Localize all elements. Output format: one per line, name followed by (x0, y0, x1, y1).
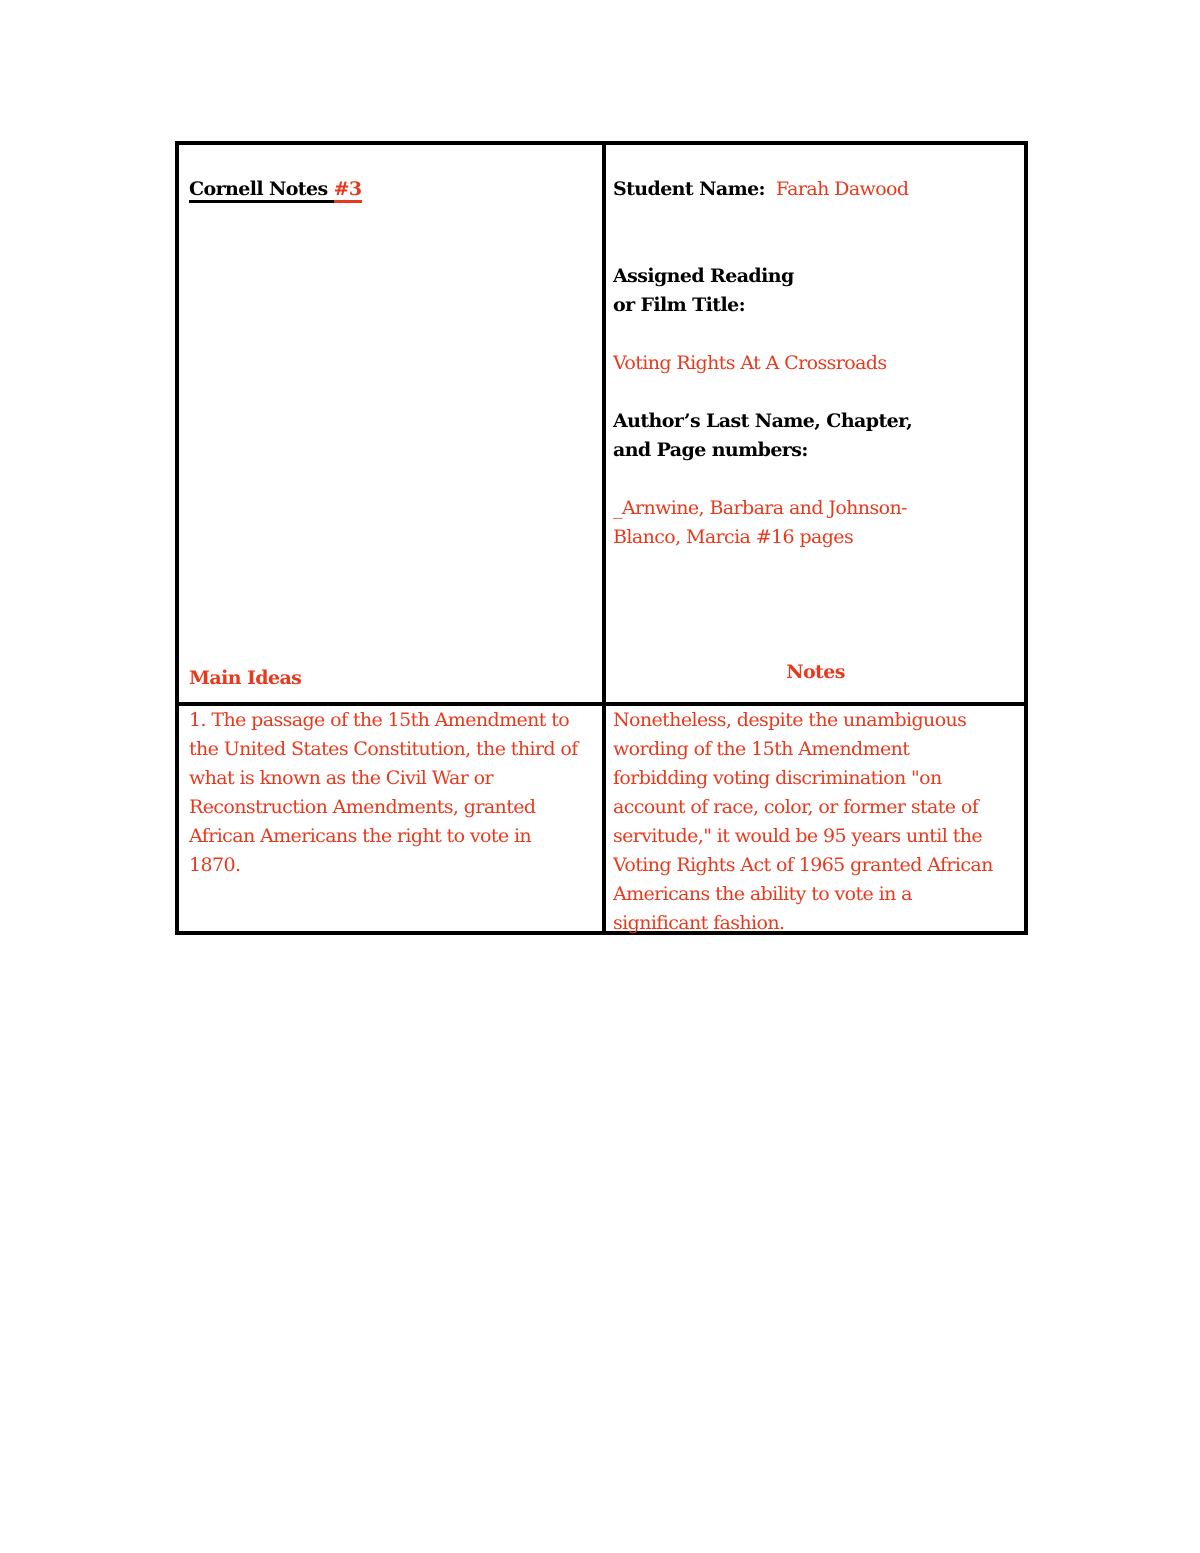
student-name-label: Student Name: (613, 178, 765, 200)
note-line: account of race, color, or former state of (613, 796, 979, 818)
reading-title-value: Voting Rights At A Crossroads (613, 352, 887, 374)
note-line: Americans the ability to vote in a (613, 883, 912, 905)
student-name-row (613, 175, 1018, 204)
note-cell (613, 706, 1023, 934)
main-idea-line: African Americans the right to vote in (189, 825, 532, 847)
student-name-value: Farah Dawood (775, 178, 909, 200)
author-value-line2: Blanco, Marcia #16 pages (613, 526, 854, 548)
reading-label-line2: or Film Title: (613, 294, 745, 316)
page-title (189, 175, 594, 204)
note-line: significant fashion. (613, 912, 785, 934)
main-idea-line: what is known as the Civil War or (189, 767, 493, 789)
main-idea-line: 1. The passage of the 15th Amendment to (189, 709, 570, 731)
author-value-line1: _Arnwine, Barbara and Johnson- (613, 497, 907, 519)
note-line: servitude," it would be 95 years until the (613, 825, 983, 847)
page-title-text: Cornell Notes (189, 178, 334, 203)
main-ideas-heading: Main Ideas (189, 667, 302, 689)
reading-label-line1: Assigned Reading (613, 265, 794, 287)
main-idea-cell (189, 706, 594, 931)
page-title-number: #3 (334, 178, 362, 203)
notes-heading: Notes (786, 661, 845, 683)
main-idea-line: 1870. (189, 854, 241, 876)
header-right-cell (613, 175, 1018, 695)
cornell-notes-table (175, 141, 1028, 935)
main-idea-line: the United States Constitution, the third of (189, 738, 578, 760)
note-line: wording of the 15th Amendment (613, 738, 910, 760)
note-line: forbidding voting discrimination "on (613, 767, 942, 789)
author-label-line1: Author’s Last Name, Chapter, (613, 410, 913, 432)
note-line: Nonetheless, despite the unambiguous (613, 709, 967, 731)
author-label-line2: and Page numbers: (613, 439, 808, 461)
main-idea-line: Reconstruction Amendments, granted (189, 796, 536, 818)
header-left-cell (189, 175, 594, 695)
note-line: Voting Rights Act of 1965 granted African (613, 854, 993, 876)
column-divider (602, 145, 606, 931)
